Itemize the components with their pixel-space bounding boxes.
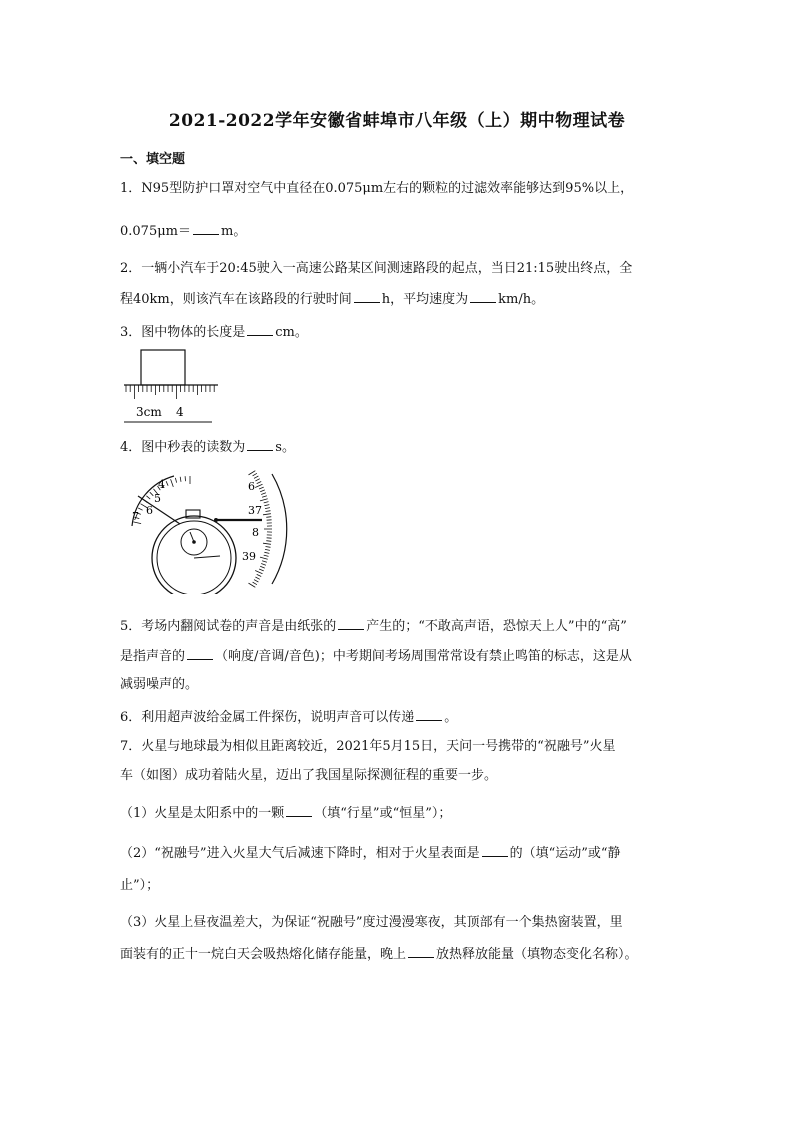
second-tick xyxy=(266,517,271,518)
second-tick xyxy=(249,471,256,475)
second-label-8: 8 xyxy=(252,526,259,539)
question-7-sub-2-text-b: 的（填“运动”或“静 xyxy=(509,846,621,861)
question-7-line-1: 7．火星与地球最为相似且距离较近，2021年5月15日，天问一号携带的“祝融号”火星 xyxy=(120,739,616,754)
second-tick xyxy=(249,583,256,587)
question-1-line-1: 1．N95型防护口罩对空气中直径在0.075μm左右的颗粒的过滤效率能够达到95%以上， xyxy=(120,181,634,196)
small-dial-hand xyxy=(190,532,194,542)
question-6-text-a: 6．利用超声波给金属工件探伤，说明声音可以传递 xyxy=(120,710,415,725)
question-1-text-b: m。 xyxy=(221,224,247,239)
question-3-blank[interactable] xyxy=(247,322,273,336)
minute-tick xyxy=(180,477,181,482)
question-7-sub-3-text-c: 放热释放能量（填物态变化名称）。 xyxy=(436,947,638,962)
ruler-label-4: 4 xyxy=(176,405,184,419)
second-tick xyxy=(264,552,269,553)
second-tick xyxy=(261,493,266,495)
second-tick xyxy=(265,549,270,550)
question-7-sub-2-text-a: （2）“祝融号”进入火星大气后减速下降时，相对于火星表面是 xyxy=(120,846,480,861)
question-2-line-2 xyxy=(120,289,544,309)
second-tick xyxy=(260,499,268,501)
question-2-blank-2[interactable] xyxy=(470,289,496,303)
question-7-blank-1[interactable] xyxy=(286,803,312,817)
second-tick xyxy=(257,574,262,576)
question-2-text-b: h，平均速度为 xyxy=(381,292,469,307)
question-5-text-c: 是指声音的 xyxy=(120,649,186,664)
second-tick xyxy=(253,582,257,585)
question-3-text-a: 3．图中物体的长度是 xyxy=(120,325,246,340)
second-tick xyxy=(255,577,259,579)
minute-tick xyxy=(171,479,174,487)
second-dial-arc xyxy=(272,474,287,584)
minute-tick xyxy=(166,481,168,486)
second-tick xyxy=(263,543,271,544)
question-6-text-b: 。 xyxy=(444,710,458,725)
second-label-39: 39 xyxy=(242,550,256,563)
page-title: 2021-2022学年安徽省蚌埠市八年级（上）期中物理试卷 xyxy=(168,111,626,131)
question-7-sub-1 xyxy=(120,803,451,823)
second-tick xyxy=(259,487,264,489)
question-4-text-b: s。 xyxy=(275,440,295,455)
second-tick xyxy=(262,561,267,563)
second-tick xyxy=(260,566,265,568)
question-1-blank[interactable] xyxy=(193,221,219,235)
second-tick xyxy=(264,505,269,506)
section-heading: 一、填空题 xyxy=(120,152,186,167)
question-4-text-a: 4．图中秒表的读数为 xyxy=(120,440,246,455)
question-5-text-a: 5．考场内翻阅试卷的声音是由纸张的 xyxy=(120,619,337,634)
second-tick xyxy=(257,482,262,484)
second-tick xyxy=(259,569,264,571)
minute-tick xyxy=(175,478,176,483)
second-tick xyxy=(253,473,257,476)
second-tick xyxy=(266,547,271,548)
question-7-sub-3-text-b: 面装有的正十一烷白天会吸热熔化储存能量，晚上 xyxy=(120,947,407,962)
second-tick xyxy=(264,502,269,503)
second-label-6: 6 xyxy=(248,480,255,493)
question-3-line xyxy=(120,322,308,342)
second-tick xyxy=(264,555,269,556)
question-7-sub-1-text-b: （填“行星”或“恒星”）； xyxy=(314,806,452,821)
question-5-text-d: （响度/音调/音色)；中考期间考场周围常常设有禁止鸣笛的标志，这是从 xyxy=(215,649,632,664)
second-tick xyxy=(261,564,266,566)
question-7-sub-2 xyxy=(120,843,621,863)
object-block xyxy=(141,350,185,385)
second-tick xyxy=(255,479,259,481)
question-7-line-2: 车（如图）成功着陆火星，迈出了我国星际探测征程的重要一步。 xyxy=(120,768,498,783)
second-tick xyxy=(254,476,258,478)
question-7-sub-1-text-a: （1）火星是太阳系中的一颗 xyxy=(120,806,285,821)
second-tick xyxy=(266,541,271,542)
second-label-37: 37 xyxy=(248,504,262,517)
second-tick xyxy=(254,580,258,582)
ruler-label-3cm: 3cm xyxy=(136,405,162,419)
minute-label-7: 7 xyxy=(132,510,139,523)
large-dial-hand xyxy=(194,556,220,558)
minute-tick xyxy=(146,496,150,499)
question-7-sub-3-line-1: （3）火星上昼夜温差大，为保证“祝融号”度过漫漫寒夜，其顶部有一个集热窗装置，里 xyxy=(120,915,623,930)
pointer-pivot xyxy=(214,518,218,522)
question-5-line-1 xyxy=(120,616,627,636)
question-4-blank[interactable] xyxy=(247,437,273,451)
question-2-text-c: km/h。 xyxy=(498,292,545,307)
question-5-blank-1[interactable] xyxy=(338,616,364,630)
question-2-line-1: 2．一辆小汽车于20:45驶入一高速公路某区间测速路段的起点，当日21:15驶出终点，全 xyxy=(120,261,633,276)
question-5-line-2 xyxy=(120,646,632,666)
second-tick xyxy=(260,490,265,492)
question-7-blank-2[interactable] xyxy=(482,843,508,857)
second-tick xyxy=(255,571,262,574)
second-tick xyxy=(266,511,271,512)
ruler-figure xyxy=(122,348,222,426)
stopwatch-figure xyxy=(124,470,294,594)
question-6-line xyxy=(120,707,457,727)
question-4-line xyxy=(120,437,295,457)
second-tick xyxy=(255,484,262,487)
second-tick xyxy=(260,557,268,559)
minute-label-4: 4 xyxy=(158,478,165,491)
minute-label-5: 5 xyxy=(154,492,161,505)
question-2-text-a: 程40km，则该汽车在该路段的行驶时间 xyxy=(120,292,352,307)
ruler-ticks xyxy=(126,385,214,399)
question-6-blank[interactable] xyxy=(416,707,442,721)
question-5-blank-2[interactable] xyxy=(187,646,213,660)
question-7-sub-2-cont: 止”）； xyxy=(120,878,160,893)
question-2-blank-1[interactable] xyxy=(354,289,380,303)
question-5-line-3: 减弱噪声的。 xyxy=(120,677,199,692)
second-tick xyxy=(263,514,271,515)
minute-tick xyxy=(150,492,154,496)
second-tick xyxy=(262,496,267,498)
second-tick xyxy=(265,508,270,509)
question-1-text-a: 0.075μm＝ xyxy=(120,224,191,239)
minute-label-6: 6 xyxy=(146,504,153,517)
question-7-sub-3-line-2 xyxy=(120,944,638,964)
question-7-blank-3[interactable] xyxy=(408,944,434,958)
question-5-text-b: 产生的；“不敢高声语，恐惊天上人”中的“高” xyxy=(366,619,627,634)
question-1-line-2 xyxy=(120,221,246,241)
question-3-text-b: cm。 xyxy=(275,325,308,340)
